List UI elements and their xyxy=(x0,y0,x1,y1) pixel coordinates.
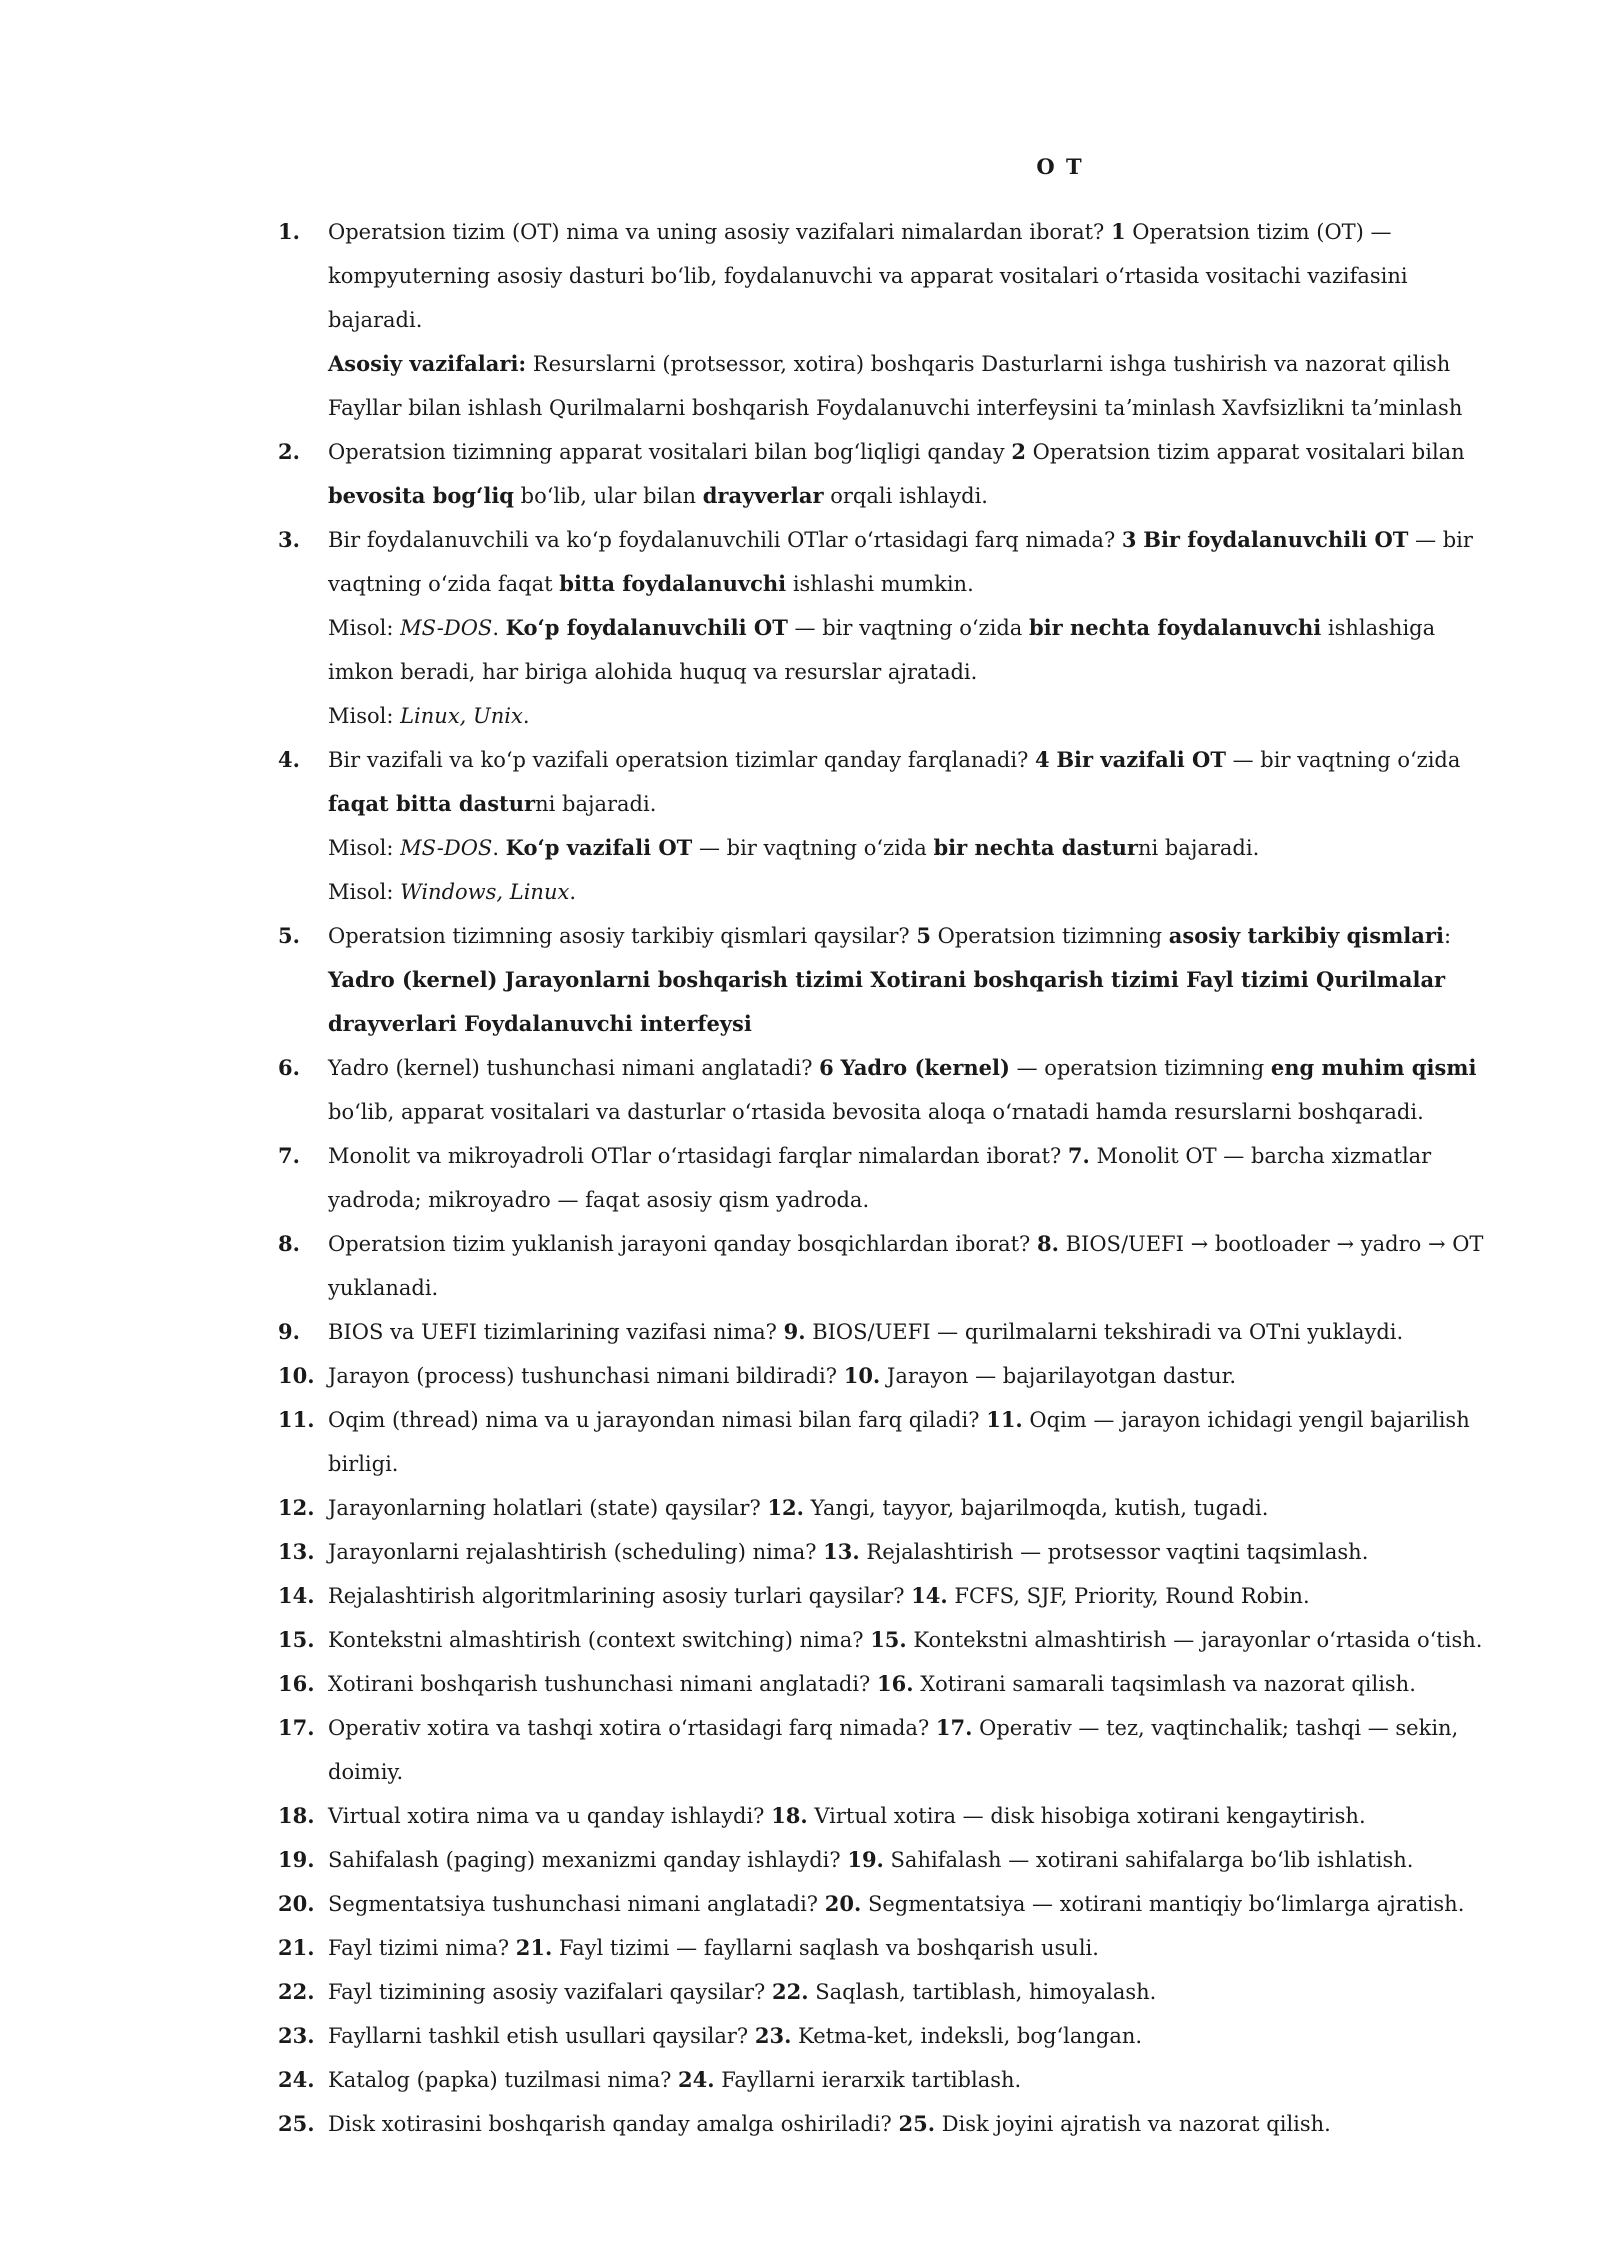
body-text: BIOS va UEFI tizimlarining vazifasi nima? xyxy=(328,1320,784,1344)
body-text: Fayllarni ierarxik tartiblash. xyxy=(714,2068,1022,2092)
bold-text: 6 xyxy=(819,1055,834,1080)
body-text: . xyxy=(569,880,576,904)
body-text: Oqim — jarayon ichidagi yengil bajarilish birligi. xyxy=(328,1408,1470,1476)
item-number: 24. xyxy=(278,2067,315,2092)
body-text: Fayl tizimi — fayllarni saqlash va boshqarish usuli. xyxy=(552,1936,1099,1960)
body-text: Katalog (papka) tuzilmasi nima? xyxy=(328,2068,679,2092)
item-paragraph xyxy=(328,1706,1500,1794)
item-paragraph xyxy=(328,694,1500,738)
item-paragraph xyxy=(328,2014,1500,2058)
bold-text: 8. xyxy=(1037,1231,1059,1256)
item-paragraph xyxy=(328,1882,1500,1926)
body-text: Virtual xotira — disk hisobiga xotirani kengaytirish. xyxy=(807,1804,1366,1828)
body-text: BIOS/UEFI → bootloader → yadro → OT yuklanadi. xyxy=(328,1232,1484,1300)
item-paragraph xyxy=(328,1794,1500,1838)
list-item xyxy=(270,1618,1500,1662)
item-number: 2. xyxy=(278,439,300,464)
italic-text: MS-DOS xyxy=(400,616,493,640)
list-item xyxy=(270,430,1500,518)
list-item xyxy=(270,1838,1500,1882)
body-text: — bir vaqtning oʻzida faqat xyxy=(328,528,1473,596)
body-text: Misol: xyxy=(328,836,401,860)
body-text: Disk joyini ajratish va nazorat qilish. xyxy=(935,2112,1331,2136)
body-text: Operatsion tizim yuklanish jarayoni qanday bosqichlardan iborat? xyxy=(328,1232,1037,1256)
item-number: 18. xyxy=(278,1803,315,1828)
bold-text: bir nechta dastur xyxy=(933,835,1138,860)
body-text: . xyxy=(492,836,506,860)
item-paragraph xyxy=(328,1134,1500,1222)
document-title: O T xyxy=(1036,154,1084,179)
item-number: 11. xyxy=(278,1407,315,1432)
item-paragraph xyxy=(328,342,1500,430)
body-text: Xotirani samarali taqsimlash va nazorat qilish. xyxy=(913,1672,1416,1696)
bold-text: 18. xyxy=(771,1803,808,1828)
item-paragraph xyxy=(328,1618,1500,1662)
body-text: Resurslarni (protsessor, xotira) boshqaris Dasturlarni ishga tushirish va nazorat qilish Fayllar bilan ishlash Qurilmalarni boshqarish Foydalanuvchi interfeysini taʼminlash Xavfsizlikni taʼminlash xyxy=(328,352,1463,420)
item-paragraph xyxy=(328,1574,1500,1618)
body-text: Disk xotirasini boshqarish qanday amalga oshiriladi? xyxy=(328,2112,899,2136)
item-number: 3. xyxy=(278,527,300,552)
body-text: Xotirani boshqarish tushunchasi nimani anglatadi? xyxy=(328,1672,877,1696)
body-text: Jarayonlarning holatlari (state) qaysilar? xyxy=(328,1496,768,1520)
list-item xyxy=(270,1794,1500,1838)
body-text: . xyxy=(492,616,506,640)
body-text: Sahifalash — xotirani sahifalarga boʻlib ishlatish. xyxy=(883,1848,1414,1872)
list-item xyxy=(270,1398,1500,1486)
body-text: ni bajaradi. xyxy=(535,792,657,816)
body-text: boʻlib, ular bilan xyxy=(514,484,703,508)
item-paragraph xyxy=(328,914,1500,1046)
bold-text: 23. xyxy=(754,2023,792,2048)
body-text: Ketma-ket, indeksli, bogʻlangan. xyxy=(791,2024,1143,2048)
body-text: Bir vazifali va koʻp vazifali operatsion tizimlar qanday farqlanadi? xyxy=(328,748,1035,772)
item-paragraph xyxy=(328,1926,1500,1970)
bold-text: 22. xyxy=(772,1979,809,2004)
body-text: FCFS, SJF, Priority, Round Robin. xyxy=(947,1584,1310,1608)
item-number: 22. xyxy=(278,1979,315,2004)
item-number: 15. xyxy=(278,1627,315,1652)
item-paragraph xyxy=(328,1838,1500,1882)
list-item xyxy=(270,1310,1500,1354)
bold-text: 21. xyxy=(515,1935,553,1960)
list-item xyxy=(270,1662,1500,1706)
item-number: 16. xyxy=(278,1671,315,1696)
body-text: Operatsion tizimning asosiy tarkibiy qismlari qaysilar? xyxy=(328,924,917,948)
item-paragraph xyxy=(328,738,1500,826)
body-text: Bir foydalanuvchili va koʻp foydalanuvchili OTlar oʻrtasidagi farq nimada? xyxy=(328,528,1122,552)
list-item xyxy=(270,518,1500,738)
list-item xyxy=(270,1926,1500,1970)
body-text: boʻlib, apparat vositalari va dasturlar oʻrtasida bevosita aloqa oʻrnatadi hamda resurslarni boshqaradi. xyxy=(328,1100,1424,1124)
body-text: — bir vaqtning oʻzida xyxy=(692,836,934,860)
item-number: 10. xyxy=(278,1363,315,1388)
list-item xyxy=(270,1046,1500,1134)
bold-text: 11. xyxy=(986,1407,1023,1432)
item-number: 8. xyxy=(278,1231,300,1256)
item-paragraph xyxy=(328,518,1500,606)
body-text: Fayl tizimi nima? xyxy=(328,1936,516,1960)
bold-text: 1 xyxy=(1111,219,1126,244)
body-text: Sahifalash (paging) mexanizmi qanday ishlaydi? xyxy=(328,1848,848,1872)
body-text: Yadro (kernel) tushunchasi nimani anglatadi? xyxy=(328,1056,820,1080)
bold-text: Koʻp foydalanuvchili OT xyxy=(505,615,788,640)
item-paragraph xyxy=(328,1970,1500,2014)
item-paragraph xyxy=(328,1662,1500,1706)
body-text: Operativ — tez, vaqtinchalik; tashqi — sekin, doimiy. xyxy=(328,1716,1459,1784)
body-text: Fayllarni tashkil etish usullari qaysilar? xyxy=(328,2024,755,2048)
item-number: 17. xyxy=(278,1715,315,1740)
item-number: 7. xyxy=(278,1143,300,1168)
body-text: — bir vaqtning oʻzida xyxy=(1225,748,1461,772)
body-text: Operatsion tizimning xyxy=(930,924,1169,948)
italic-text: Linux, Unix xyxy=(400,704,523,728)
item-number: 25. xyxy=(278,2111,315,2136)
item-number: 1. xyxy=(278,219,300,244)
body-text: Operatsion tizim apparat vositalari bilan xyxy=(1025,440,1465,464)
bold-text: 17. xyxy=(935,1715,973,1740)
list-item xyxy=(270,2102,1500,2146)
item-paragraph xyxy=(328,210,1500,342)
bold-text: 14. xyxy=(911,1583,948,1608)
body-text: Segmentatsiya — xotirani mantiqiy boʻlimlarga ajratish. xyxy=(861,1892,1465,1916)
list-item xyxy=(270,1970,1500,2014)
body-text: Jarayon — bajarilayotgan dastur. xyxy=(880,1364,1237,1388)
bold-text: 7. xyxy=(1067,1143,1090,1168)
item-number: 14. xyxy=(278,1583,315,1608)
bold-text: Bir foydalanuvchili OT xyxy=(1143,527,1409,552)
body-text: Kontekstni almashtirish (context switching) nima? xyxy=(328,1628,871,1652)
list-item xyxy=(270,210,1500,430)
bold-text: 9. xyxy=(783,1319,806,1344)
bold-text: bir nechta foydalanuvchi xyxy=(1028,615,1322,640)
body-text: Oqim (thread) nima va u jarayondan nimasi bilan farq qiladi? xyxy=(328,1408,987,1432)
bold-text: 10. xyxy=(843,1363,881,1388)
bold-text: 15. xyxy=(870,1627,907,1652)
bold-text: bevosita bogʻliq xyxy=(328,483,514,508)
bold-text: drayverlar xyxy=(702,483,824,508)
bold-text: faqat bitta dastur xyxy=(328,791,536,816)
bold-text: asosiy tarkibiy qismlari xyxy=(1168,923,1444,948)
item-paragraph xyxy=(328,430,1500,518)
item-paragraph xyxy=(328,870,1500,914)
item-number: 12. xyxy=(278,1495,315,1520)
item-paragraph xyxy=(328,1222,1500,1310)
item-number: 23. xyxy=(278,2023,315,2048)
bold-text: 20. xyxy=(824,1891,862,1916)
body-text: Monolit va mikroyadroli OTlar oʻrtasidagi farqlar nimalardan iborat? xyxy=(328,1144,1068,1168)
body-text: BIOS/UEFI — qurilmalarni tekshiradi va OTni yuklaydi. xyxy=(805,1320,1404,1344)
body-text: — bir vaqtning oʻzida xyxy=(787,616,1029,640)
body-text: Operatsion tizimning apparat vositalari bilan bogʻliqligi qanday xyxy=(328,440,1012,464)
body-text: Misol: xyxy=(328,704,401,728)
body-text: Misol: xyxy=(328,616,401,640)
body-text: Operativ xotira va tashqi xotira oʻrtasidagi farq nimada? xyxy=(328,1716,936,1740)
bold-text: 3 xyxy=(1121,527,1137,552)
body-text: Saqlash, tartiblash, himoyalash. xyxy=(808,1980,1157,2004)
list-item xyxy=(270,1222,1500,1310)
bold-text: 13. xyxy=(823,1539,860,1564)
body-text: : xyxy=(1443,924,1452,948)
bold-text: eng muhim qismi xyxy=(1270,1055,1477,1080)
body-text: Monolit OT — barcha xizmatlar yadroda; mikroyadro — faqat asosiy qism yadroda. xyxy=(328,1144,1432,1212)
bold-text: 19. xyxy=(847,1847,884,1872)
item-number: 19. xyxy=(278,1847,315,1872)
body-text: Yangi, tayyor, bajarilmoqda, kutish, tugadi. xyxy=(803,1496,1269,1520)
list-item xyxy=(270,1354,1500,1398)
list-item xyxy=(270,738,1500,914)
body-text: Rejalashtirish — protsessor vaqtini taqsimlash. xyxy=(859,1540,1369,1564)
question-answer-list xyxy=(270,210,1500,2146)
item-paragraph xyxy=(328,1310,1500,1354)
bold-text: Bir vazifali OT xyxy=(1056,747,1226,772)
bold-text: 4 xyxy=(1035,747,1050,772)
bold-text: 12. xyxy=(767,1495,804,1520)
body-text: Rejalashtirish algoritmlarining asosiy turlari qaysilar? xyxy=(328,1584,912,1608)
item-paragraph xyxy=(328,606,1500,694)
bold-text: 2 xyxy=(1011,439,1026,464)
italic-text: Windows, Linux xyxy=(400,880,570,904)
italic-text: MS-DOS xyxy=(400,836,493,860)
bold-text: 5 xyxy=(916,923,931,948)
list-item xyxy=(270,2014,1500,2058)
list-item xyxy=(270,1530,1500,1574)
list-item xyxy=(270,1486,1500,1530)
body-text: Jarayonlarni rejalashtirish (scheduling) nima? xyxy=(328,1540,824,1564)
body-text: Operatsion tizim (OT) — kompyuterning asosiy dasturi boʻlib, foydalanuvchi va apparat vositalari oʻrtasida vositachi vazifasini bajaradi. xyxy=(328,220,1408,332)
body-text: Segmentatsiya tushunchasi nimani anglatadi? xyxy=(328,1892,825,1916)
body-text: Misol: xyxy=(328,880,401,904)
item-paragraph xyxy=(328,1354,1500,1398)
body-text: ni bajaradi. xyxy=(1137,836,1260,860)
body-text: Virtual xotira nima va u qanday ishlaydi? xyxy=(328,1804,772,1828)
body-text: Operatsion tizim (OT) nima va uning asosiy vazifalari nimalardan iborat? xyxy=(328,220,1111,244)
item-number: 9. xyxy=(278,1319,300,1344)
bold-text: 25. xyxy=(898,2111,936,2136)
item-number: 21. xyxy=(278,1935,315,1960)
body-text: ishlashiga imkon beradi, har biriga alohida huquq va resurslar ajratadi. xyxy=(328,616,1436,684)
body-text: Kontekstni almashtirish — jarayonlar oʻrtasida oʻtish. xyxy=(906,1628,1483,1652)
item-paragraph xyxy=(328,1398,1500,1486)
body-text: . xyxy=(522,704,530,728)
list-item xyxy=(270,1706,1500,1794)
body-text: Fayl tizimining asosiy vazifalari qaysilar? xyxy=(328,1980,772,2004)
item-number: 20. xyxy=(278,1891,315,1916)
list-item xyxy=(270,914,1500,1046)
bold-text: 16. xyxy=(876,1671,914,1696)
item-paragraph xyxy=(328,1530,1500,1574)
list-item xyxy=(270,2058,1500,2102)
body-text: orqali ishlaydi. xyxy=(823,484,988,508)
bold-text: Koʻp vazifali OT xyxy=(505,835,693,860)
body-text: — operatsion tizimning xyxy=(1009,1056,1271,1080)
bold-text: Yadro (kernel) xyxy=(840,1055,1010,1080)
item-paragraph xyxy=(328,2102,1500,2146)
item-number: 6. xyxy=(278,1055,300,1080)
list-item xyxy=(270,1134,1500,1222)
list-item xyxy=(270,1882,1500,1926)
bold-text: bitta foydalanuvchi xyxy=(559,571,787,596)
bold-text: Yadro (kernel) Jarayonlarni boshqarish tizimi Xotirani boshqarish tizimi Fayl tizimi Qurilmalar drayverlari Foydalanuvchi interfeysi xyxy=(328,967,1446,1036)
item-number: 13. xyxy=(278,1539,315,1564)
item-number: 4. xyxy=(278,747,300,772)
item-paragraph xyxy=(328,2058,1500,2102)
body-text: Jarayon (process) tushunchasi nimani bildiradi? xyxy=(328,1364,844,1388)
item-paragraph xyxy=(328,1046,1500,1134)
list-item xyxy=(270,1574,1500,1618)
item-paragraph xyxy=(328,826,1500,870)
item-paragraph xyxy=(328,1486,1500,1530)
bold-text: Asosiy vazifalari: xyxy=(328,351,527,376)
body-text: ishlashi mumkin. xyxy=(786,572,974,596)
item-number: 5. xyxy=(278,923,300,948)
bold-text: 24. xyxy=(678,2067,715,2092)
